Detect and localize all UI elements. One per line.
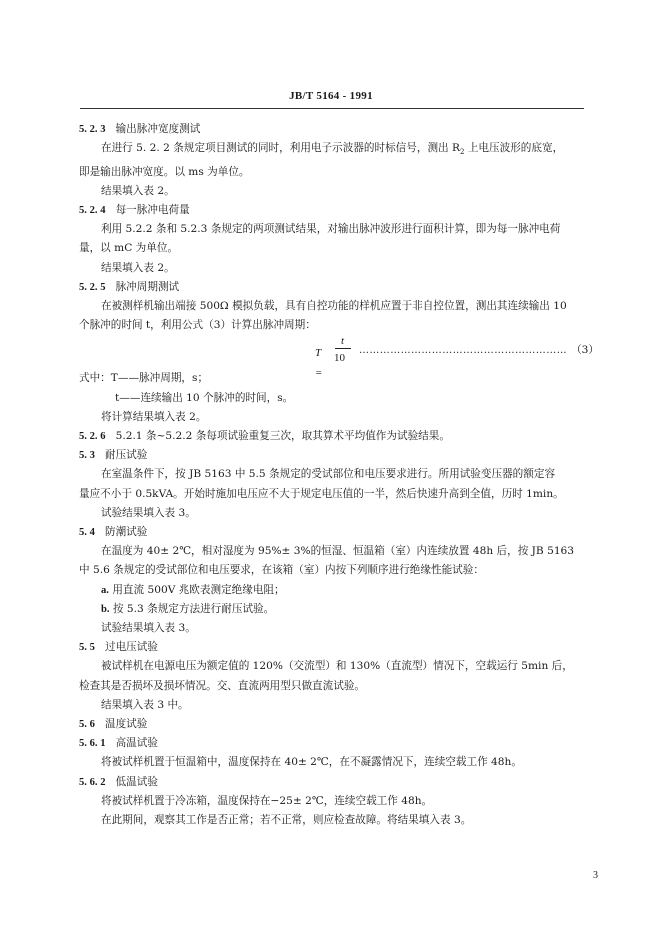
page-number: 3 bbox=[593, 870, 598, 881]
section-5-3-heading: 5. 3 耐压试验 bbox=[79, 449, 148, 462]
section-5-4-para1-line1: 在温度为 40± 2℃，相对湿度为 95%± 3%的恒湿、恒温箱（室）内连续放置 48h 后，按 JB 5163 bbox=[101, 545, 575, 558]
section-5-2-3-para1-line2: 即是输出脉冲宽度。以 ms 为单位。 bbox=[79, 165, 250, 178]
section-5-2-4-heading: 5. 2. 4 每一脉冲电荷量 bbox=[79, 203, 190, 216]
section-5-2-3-heading: 5. 2. 3 输出脉冲宽度测试 bbox=[79, 123, 201, 135]
section-5-6-2-heading: 5. 6. 2 低温试验 bbox=[79, 775, 158, 788]
document-body bbox=[79, 120, 599, 830]
section-5-2-4-para1-line2: 量，以 mC 为单位。 bbox=[79, 242, 179, 255]
formula-where-line2: t——连续输出 10 个脉冲的时间，s。 bbox=[115, 391, 294, 404]
section-5-2-4-para1-line1: 利用 5.2.2 条和 5.2.3 条规定的两项测试结果，对输出脉冲波形进行面积计算，即为每一脉冲电荷 bbox=[101, 223, 561, 236]
section-5-6-1-para1: 将被试样机置于恒温箱中，温度保持在 40± 2℃，在不凝露情况下，连续空载工作 48h。 bbox=[101, 756, 522, 769]
section-5-3-para2: 试验结果填入表 3。 bbox=[101, 506, 196, 519]
formula-where-line1: 式中：T——脉冲周期，s； bbox=[79, 372, 209, 385]
formula-leader-dots: …………………………………………………… bbox=[359, 345, 567, 357]
section-5-2-4-para2: 结果填入表 2。 bbox=[101, 261, 175, 274]
formula-lhs: T = bbox=[315, 347, 323, 379]
section-5-6-2-para1: 将被试样机置于冷冻箱，温度保持在−25± 2℃，连续空载工作 48h。 bbox=[101, 794, 433, 807]
section-5-5-para1-line2: 检查其是否损坏及损坏情况。交、直流两用型只做直流试验。 bbox=[79, 679, 366, 692]
section-5-3-para1-line2: 量应不小于 0.5kVA。开始时施加电压应不大于规定电压值的一半，然后快速升高到全值，历时 1min。 bbox=[79, 487, 564, 500]
formula-numerator: t bbox=[341, 335, 345, 348]
formula-denominator: 10 bbox=[334, 352, 345, 365]
formula-number: （3） bbox=[571, 344, 599, 357]
header-rule bbox=[80, 108, 584, 109]
section-5-2-5-para1-line2: 个脉冲的时间 t，利用公式（3）计算出脉冲周期： bbox=[79, 319, 316, 332]
list-item-b: b. 按 5.3 条规定方法进行耐压试验。 bbox=[101, 602, 275, 615]
section-5-2-5-heading: 5. 2. 5 脉冲周期测试 bbox=[79, 280, 180, 293]
section-5-4-para1-line2: 中 5.6 条规定的受试部位和电压要求，在该箱（室）内按下列顺序进行绝缘性能试验： bbox=[79, 564, 484, 577]
section-5-2-5-para2: 将计算结果填入表 2。 bbox=[101, 410, 207, 423]
section-5-2-3-para2: 结果填入表 2。 bbox=[101, 184, 175, 197]
list-item-a: a. 用直流 500V 兆欧表测定绝缘电阻； bbox=[101, 583, 285, 596]
section-5-6-2-para2: 在此期间，观察其工作是否正常；若不正常，则应检查故障。将结果填入表 3。 bbox=[101, 814, 472, 827]
section-5-5-heading: 5. 5 过电压试验 bbox=[79, 641, 158, 654]
section-5-2-3-para1-line1: 在进行 5. 2. 2 条规定项目测试的同时，利用电子示波器的时标信号，测出 $R_2$ 上电压波形的底宽， bbox=[101, 142, 564, 157]
section-5-2-6: 5. 2. 6 5.2.1 条~5.2.2 条每项试验重复三次，取其算术平均值作为试验结果。 bbox=[79, 429, 450, 442]
section-5-5-para1-line1: 被试样机在电源电压为额定值的 120%（交流型）和 130%（直流型）情况下，空载运行 5min 后， bbox=[101, 660, 573, 673]
section-5-3-para1-line1: 在室温条件下，按 JB 5163 中 5.5 条规定的受试部位和电压要求进行。所用试验变压器的额定容 bbox=[101, 468, 556, 481]
section-5-4-heading: 5. 4 防潮试验 bbox=[79, 525, 148, 538]
page-header: JB/T 5164 - 1991 bbox=[289, 90, 373, 102]
section-5-5-para2: 结果填入表 3 中。 bbox=[101, 698, 189, 711]
section-5-4-para2: 试验结果填入表 3。 bbox=[101, 621, 196, 634]
section-5-6-heading: 5. 6 温度试验 bbox=[79, 718, 148, 730]
section-5-6-1-heading: 5. 6. 1 高温试验 bbox=[79, 737, 158, 750]
section-5-2-5-para1-line1: 在被测样机输出端接 500Ω 模拟负载，具有自控功能的样机应置于非自控位置，测出其连续输出 10 bbox=[101, 299, 567, 312]
